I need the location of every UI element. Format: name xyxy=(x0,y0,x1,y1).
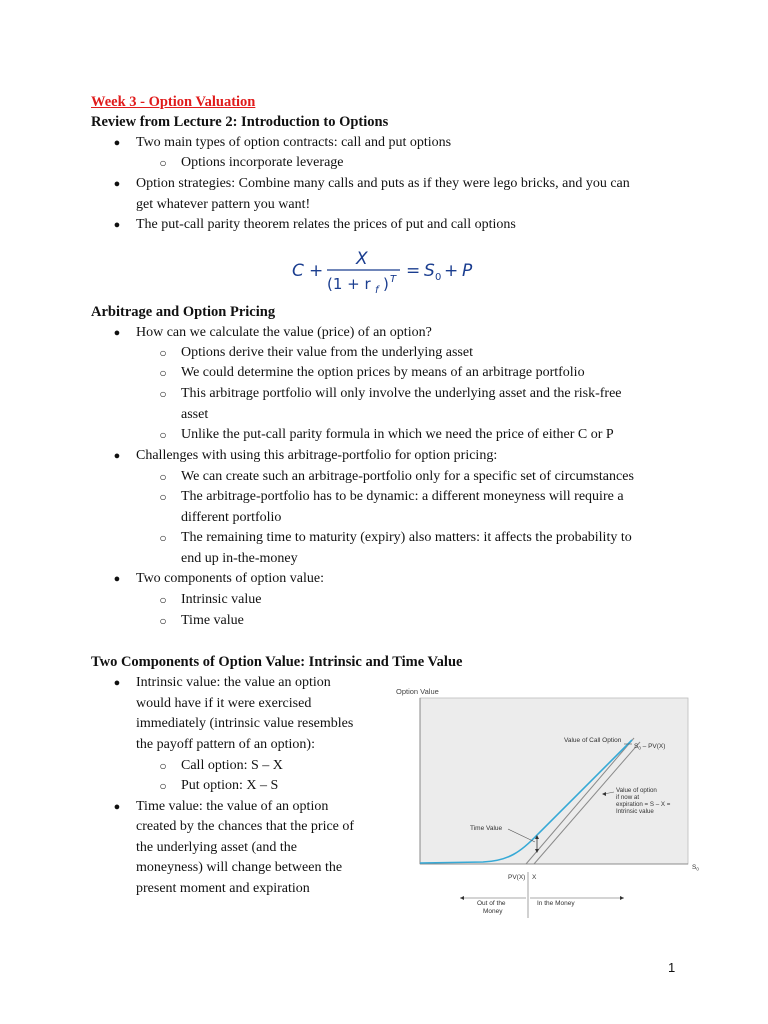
sub-bullet-circle: ○ xyxy=(159,779,167,793)
formula-denominator: (1 + r xyxy=(327,275,371,293)
sub-bullet-circle: ○ xyxy=(159,346,167,360)
figure-y-label: Option Value xyxy=(396,687,439,696)
otm-label-line: Money xyxy=(483,908,503,915)
sub-bullet-text: This arbitrage portfolio will only involve the underlying asset and the risk-free xyxy=(181,386,622,401)
bullet-dot: ● xyxy=(113,137,121,149)
bullet-text-continued: the payoff pattern of an option): xyxy=(136,737,315,752)
bullet-text-continued: get whatever pattern you want! xyxy=(136,197,311,212)
bullet-text: Intrinsic value: the value an option xyxy=(136,675,331,690)
formula-S-sub: 0 xyxy=(435,272,442,283)
bullet-text: Two main types of option contracts: call and put options xyxy=(136,135,452,150)
formula-S: S xyxy=(424,261,435,281)
bullet-dot: ● xyxy=(113,450,121,462)
formula-denominator-sup: T xyxy=(390,274,397,285)
intrinsic-label-line: Value of option xyxy=(616,787,657,794)
bullet-text-continued: would have if it were exercised xyxy=(136,696,312,711)
sub-bullet-text: Time value xyxy=(181,613,244,628)
sub-bullet-circle: ○ xyxy=(159,490,167,504)
sub-bullet-text: Intrinsic value xyxy=(181,592,262,607)
sub-bullet-circle: ○ xyxy=(159,366,167,380)
bullet-dot: ● xyxy=(113,677,121,689)
formula-denominator-close: ) xyxy=(383,275,389,293)
sub-bullet-text: We can create such an arbitrage-portfolio only for a specific set of circumstances xyxy=(181,469,634,484)
bullet-text: Two components of option value: xyxy=(136,571,324,586)
bullet-text: Challenges with using this arbitrage-portfolio for option pricing: xyxy=(136,448,498,463)
sub-bullet-text: Options incorporate leverage xyxy=(181,155,344,170)
bullet-text: How can we calculate the value (price) of an option? xyxy=(136,325,432,340)
sub-bullet-text: Put option: X – S xyxy=(181,778,279,793)
bullet-dot: ● xyxy=(113,178,121,190)
put-call-parity-formula xyxy=(290,245,480,297)
document-title: Week 3 - Option Valuation xyxy=(91,94,256,110)
time-value-label: Time Value xyxy=(470,825,503,832)
tick-pvx: PV(X) xyxy=(508,874,526,881)
otm-arrowhead xyxy=(460,896,464,900)
bullet-text: Time value: the value of an option xyxy=(136,799,329,814)
formula-equals: = xyxy=(406,261,421,281)
formula-denominator-sub: f xyxy=(375,285,379,296)
s0-line-label: $S_0 - PV(X)$ xyxy=(634,743,666,751)
sub-bullet-circle: ○ xyxy=(159,593,167,607)
sub-bullet-circle: ○ xyxy=(159,531,167,545)
bullet-dot: ● xyxy=(113,327,121,339)
bullet-text-continued: created by the chances that the price of xyxy=(136,819,355,834)
intrinsic-label-line: if now at xyxy=(616,794,640,801)
bullet-dot: ● xyxy=(113,219,121,231)
bullet-text: The put-call parity theorem relates the prices of put and call options xyxy=(136,217,516,232)
itm-arrowhead xyxy=(620,896,624,900)
formula-C: C xyxy=(292,261,304,281)
bullet-text-continued: the underlying asset (and the xyxy=(136,840,297,855)
intrinsic-label-line: Intrinsic value xyxy=(616,808,654,815)
bullet-text-continued: immediately (intrinsic value resembles xyxy=(136,716,354,731)
call-value-label: Value of Call Option xyxy=(564,737,622,744)
sub-bullet-circle: ○ xyxy=(159,470,167,484)
otm-label-line: Out of the xyxy=(477,900,506,907)
sub-bullet-text: Call option: S – X xyxy=(181,758,283,773)
bullet-dot: ● xyxy=(113,801,121,813)
section-heading-two-components: Two Components of Option Value: Intrinsic and Time Value xyxy=(91,654,463,670)
section-heading-review: Review from Lecture 2: Introduction to Options xyxy=(91,114,389,130)
sub-bullet-text: Options derive their value from the underlying asset xyxy=(181,345,473,360)
page-number: 1 xyxy=(668,960,676,975)
option-value-figure xyxy=(388,686,710,918)
formula-X: X xyxy=(356,249,368,269)
sub-bullet-text-continued: different portfolio xyxy=(181,510,282,525)
formula-P: P xyxy=(462,261,473,281)
bullet-dot: ● xyxy=(113,573,121,585)
intrinsic-label-line: expiration = S – X = xyxy=(616,801,671,808)
sub-bullet-circle: ○ xyxy=(159,428,167,442)
sub-bullet-circle: ○ xyxy=(159,156,167,170)
bullet-text: Option strategies: Combine many calls and puts as if they were lego bricks, and you can xyxy=(136,176,630,191)
itm-label: In the Money xyxy=(537,900,575,907)
sub-bullet-text: We could determine the option prices by means of an arbitrage portfolio xyxy=(181,365,585,380)
bullet-text-continued: moneyness) will change between the xyxy=(136,860,343,875)
formula-plus: + xyxy=(309,261,324,281)
sub-bullet-circle: ○ xyxy=(159,759,167,773)
sub-bullet-text: The remaining time to maturity (expiry) also matters: it affects the probability to xyxy=(181,530,632,545)
section-heading-arbitrage: Arbitrage and Option Pricing xyxy=(91,304,276,320)
sub-bullet-text: The arbitrage-portfolio has to be dynamic: a different moneyness will require a xyxy=(181,489,624,504)
tick-x: X xyxy=(532,874,537,881)
sub-bullet-circle: ○ xyxy=(159,387,167,401)
sub-bullet-text: Unlike the put-call parity formula in which we need the price of either C or P xyxy=(181,427,614,442)
sub-bullet-text-continued: end up in-the-money xyxy=(181,551,298,566)
sub-bullet-circle: ○ xyxy=(159,614,167,628)
bullet-text-continued: present moment and expiration xyxy=(136,881,310,896)
x-axis-label: $S_0$ xyxy=(692,864,699,872)
formula-plus: + xyxy=(444,261,459,281)
sub-bullet-text-continued: asset xyxy=(181,407,209,422)
figure-panel xyxy=(420,698,688,864)
